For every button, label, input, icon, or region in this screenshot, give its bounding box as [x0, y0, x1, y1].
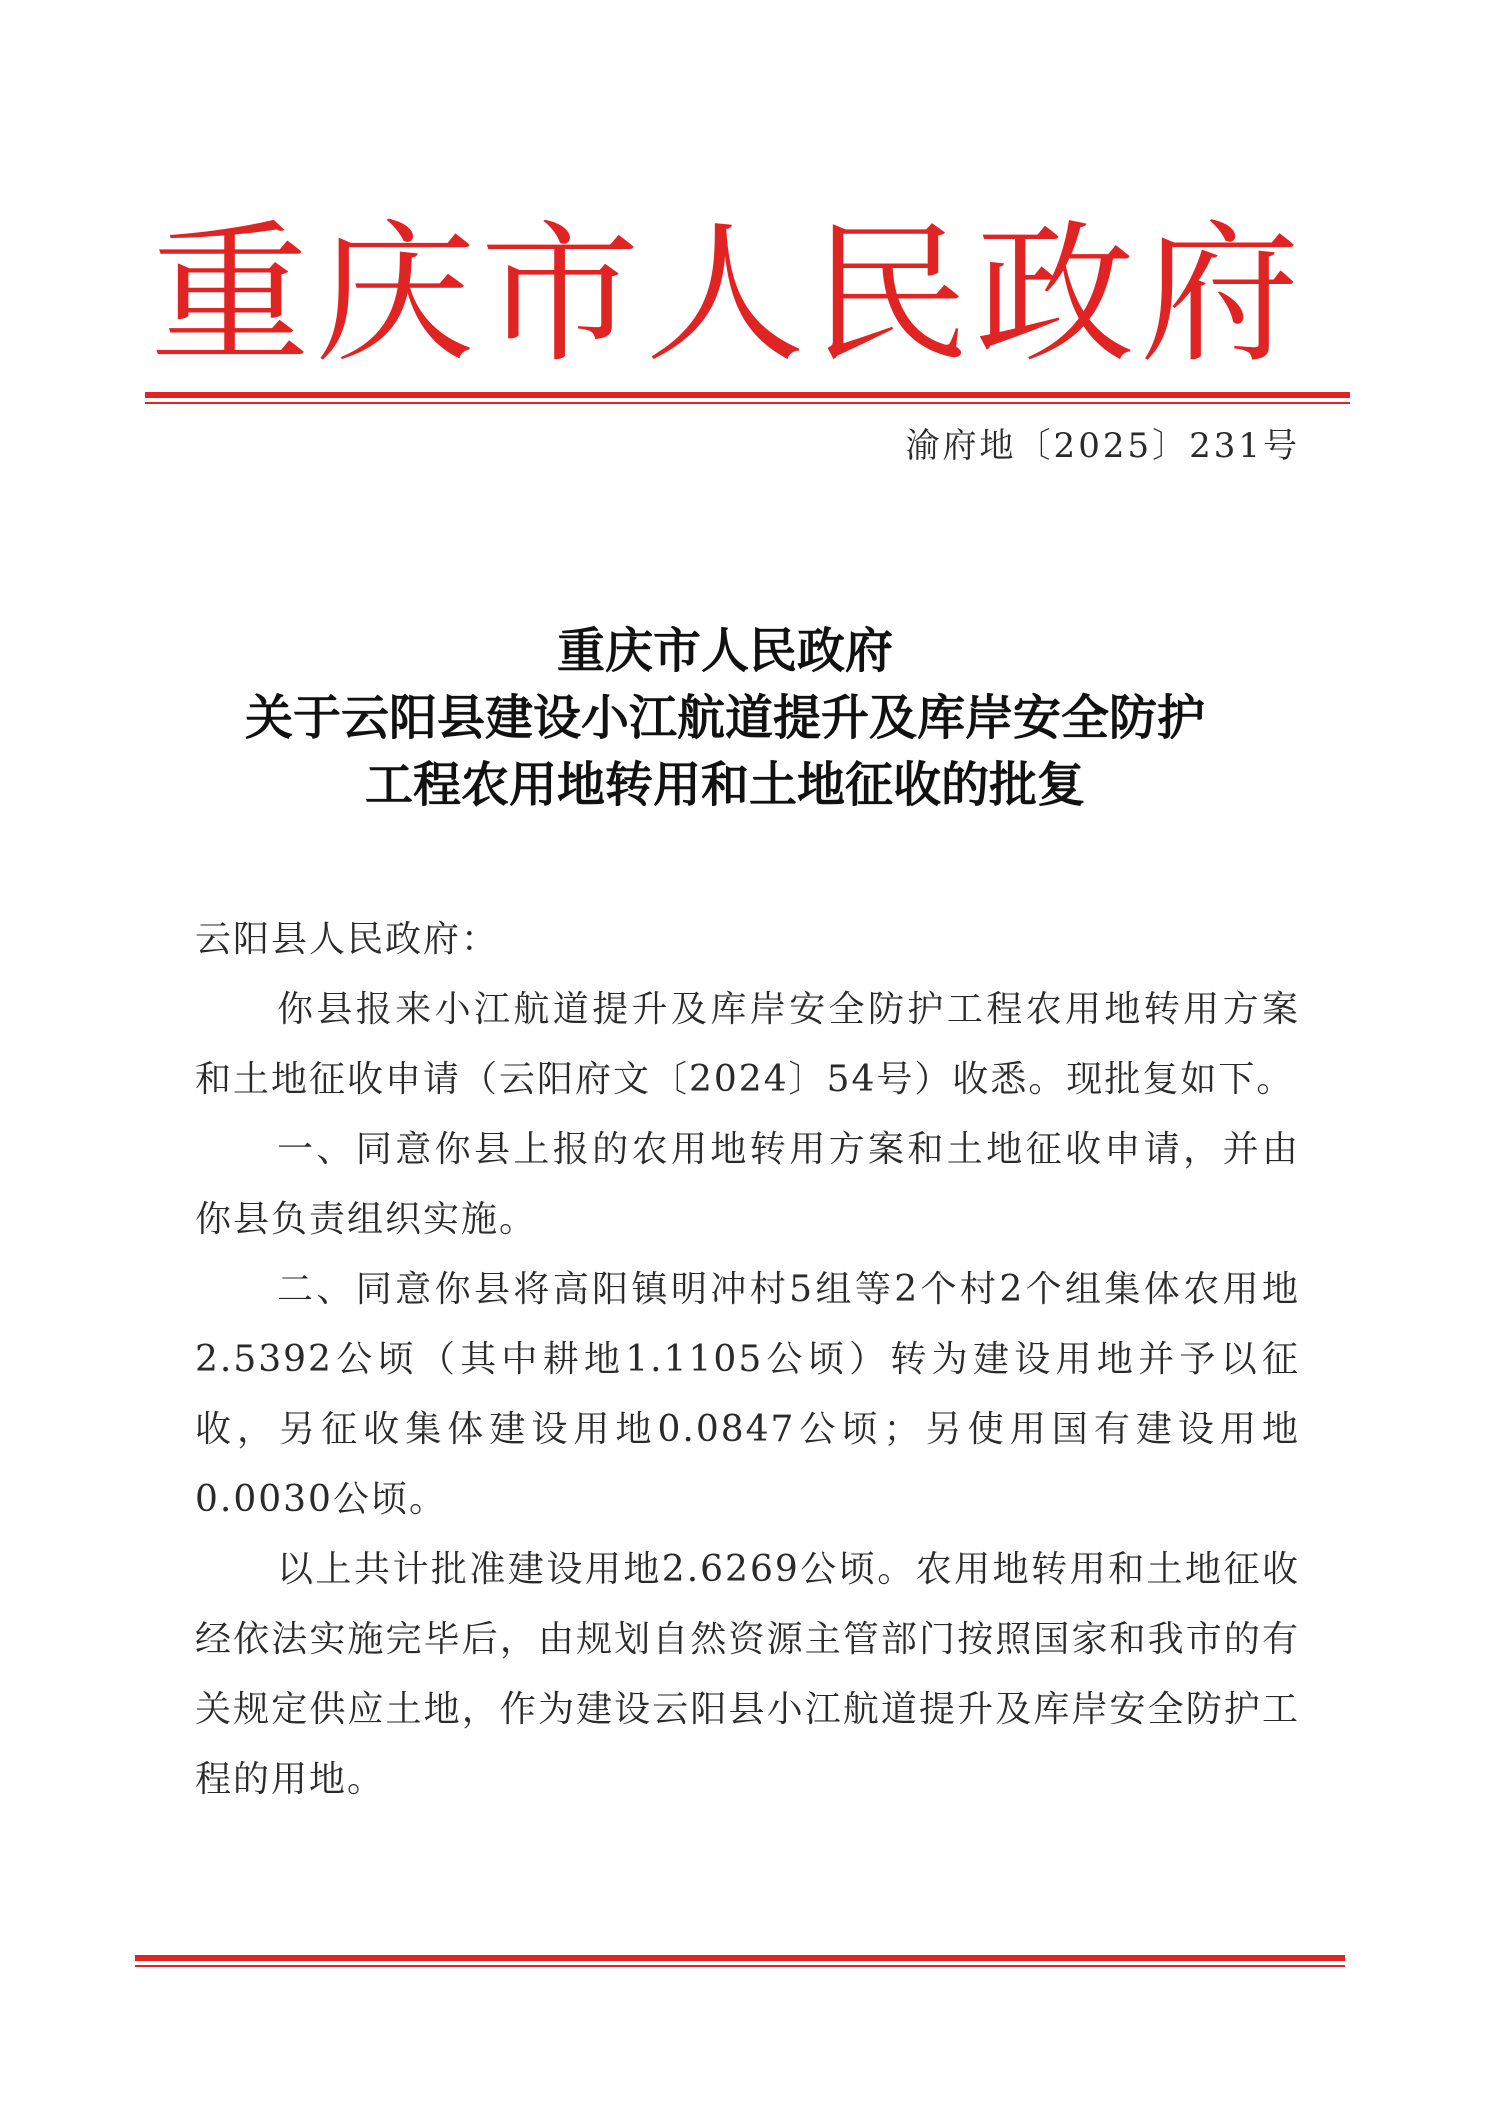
body-paragraph: 以上共计批准建设用地2.6269公顷。农用地转用和土地征收经依法实施完毕后，由规划自然资源主管部门按照国家和我市的有关规定供应土地，作为建设云阳县小江航道提升及库岸安全防护工程的用地。 — [195, 1549, 1300, 1800]
body-paragraph: 一、同意你县上报的农用地转用方案和土地征收申请，并由你县负责组织实施。 — [195, 1129, 1300, 1240]
body-paragraph: 你县报来小江航道提升及库岸安全防护工程农用地转用方案和土地征收申请（云阳府文〔2024〕54号）收悉。现批复如下。 — [195, 989, 1300, 1100]
masthead-char: 民 — [809, 205, 970, 384]
title-line: 重庆市人民政府 — [556, 623, 893, 679]
title-line: 工程农用地转用和土地征收的批复 — [364, 757, 1085, 813]
document-body — [195, 905, 1300, 1815]
masthead-char: 重 — [150, 205, 311, 384]
salutation: 云阳县人民政府： — [195, 919, 500, 960]
footer-divider — [135, 1955, 1345, 1967]
masthead-char: 政 — [974, 205, 1135, 384]
masthead-char: 庆 — [314, 205, 475, 384]
masthead — [150, 205, 1300, 385]
title-line: 关于云阳县建设小江航道提升及库岸安全防护 — [244, 690, 1205, 746]
masthead-char: 人 — [644, 205, 805, 384]
header-divider — [145, 392, 1350, 404]
document-title — [150, 618, 1300, 819]
document-number: 渝府地〔2025〕231号 — [905, 426, 1300, 466]
masthead-char: 市 — [479, 205, 640, 384]
body-paragraph: 二、同意你县将高阳镇明冲村5组等2个村2个组集体农用地2.5392公顷（其中耕地1.1105公顷）转为建设用地并予以征收，另征收集体建设用地0.0847公顷；另使用国有建设用地0.0030公顷。 — [195, 1269, 1300, 1520]
masthead-char: 府 — [1139, 205, 1300, 384]
